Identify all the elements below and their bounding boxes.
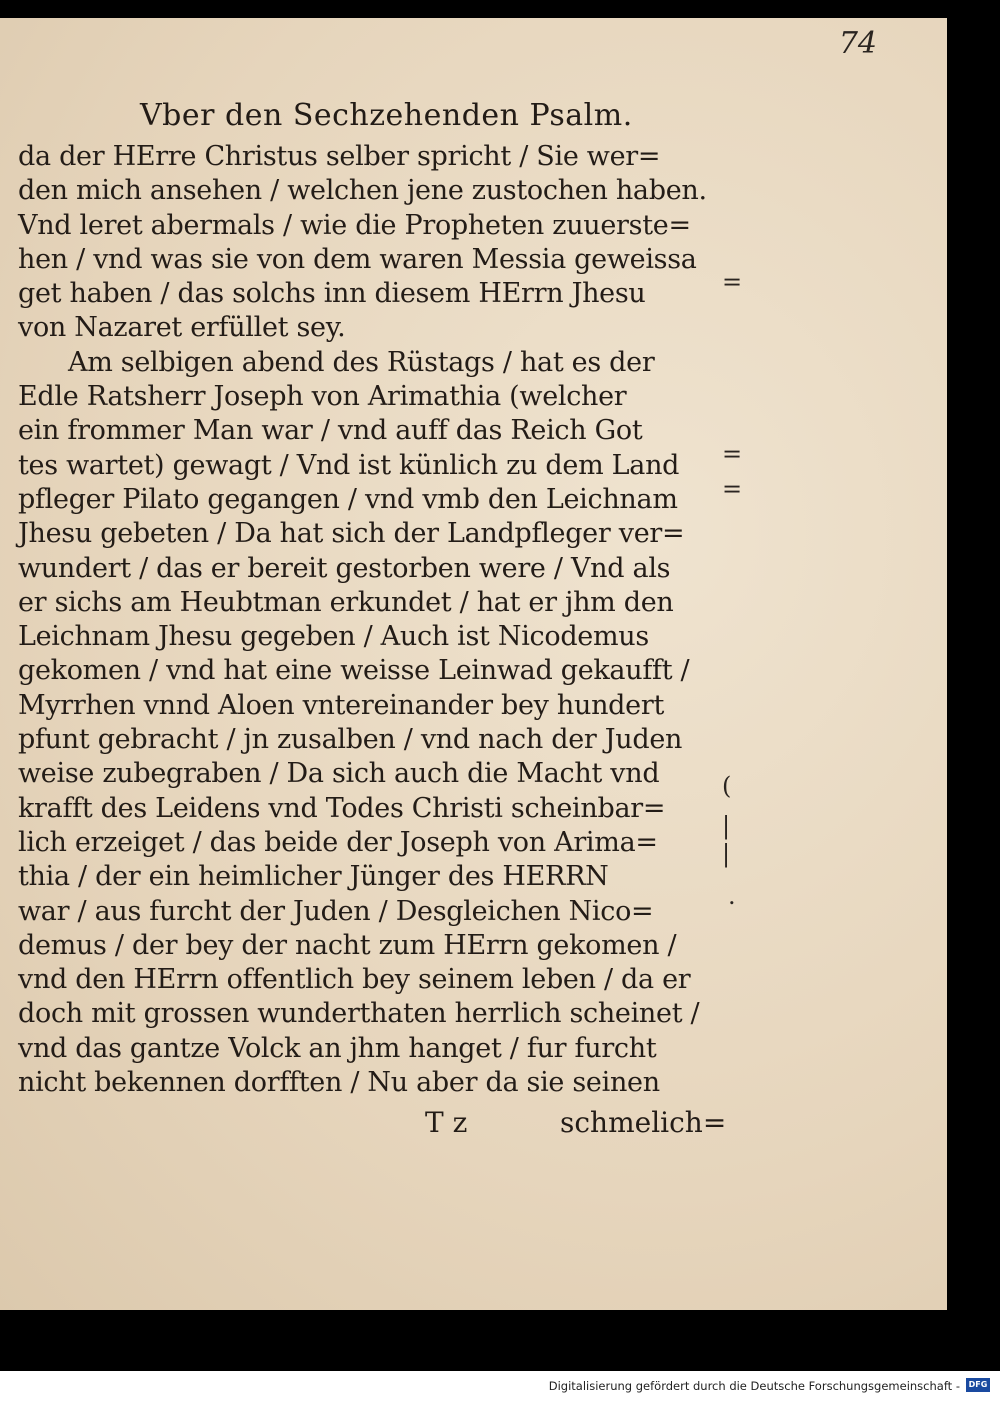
margin-mark: =: [722, 268, 743, 296]
body-text: [18, 140, 718, 1100]
text-line: vnd das gantze Volck an jhm hanget / fur furcht: [18, 1032, 657, 1064]
footer-bar: [0, 1371, 1000, 1411]
book-page: [0, 18, 947, 1310]
text-line: hen / vnd was sie von dem waren Messia geweissa: [18, 243, 697, 275]
text-line: Jhesu gebeten / Da hat sich der Landpfleger ver=: [18, 518, 685, 550]
text-line: vnd den HErrn offentlich bey seinem leben / da er: [18, 964, 691, 996]
text-line: Vnd leret abermals / wie die Propheten zuuerste=: [18, 209, 691, 241]
margin-mark: .: [728, 882, 736, 910]
text-line: doch mit grossen wunderthaten herrlich scheinet /: [18, 998, 700, 1030]
funding-credit: Digitalisierung gefördert durch die Deutsche Forschungsgemeinschaft -: [548, 1379, 960, 1393]
text-line: lich erzeiget / das beide der Joseph von Arima=: [18, 826, 658, 858]
text-line: Leichnam Jhesu gegeben / Auch ist Nicodemus: [18, 621, 649, 653]
running-head: Vber den Sechzehenden Psalm.: [140, 98, 633, 133]
text-line: weise zubegraben / Da sich auch die Macht vnd: [18, 758, 660, 790]
text-line: get haben / das solchs inn diesem HErrn Jhesu: [18, 278, 646, 310]
text-line: thia / der ein heimlicher Jünger des HERRN: [18, 861, 609, 893]
text-line: tes wartet) gewagt / Vnd ist künlich zu dem Land: [18, 449, 680, 481]
text-line: pfunt gebracht / jn zusalben / vnd nach der Juden: [18, 724, 683, 756]
margin-mark: =: [722, 440, 743, 468]
text-line: wundert / das er bereit gestorben were / Vnd als: [18, 552, 671, 584]
text-line: von Nazaret erfüllet sey.: [18, 312, 346, 344]
text-line: er sichs am Heubtman erkundet / hat er jhm den: [18, 586, 674, 618]
folio-number: 74: [838, 26, 877, 61]
margin-mark: =: [722, 475, 743, 503]
text-line: pfleger Pilato gegangen / vnd vmb den Leichnam: [18, 483, 678, 515]
signature-mark: T z: [425, 1106, 468, 1139]
text-line: Edle Ratsherr Joseph von Arimathia (welcher: [18, 381, 627, 413]
text-line: nicht bekennen dorfften / Nu aber da sie seinen: [18, 1067, 660, 1099]
text-line: krafft des Leidens vnd Todes Christi scheinbar=: [18, 792, 666, 824]
text-line: Am selbigen abend des Rüstags / hat es der: [68, 346, 655, 378]
text-line: da der HErre Christus selber spricht / Sie wer=: [18, 141, 661, 172]
text-line: den mich ansehen / welchen jene zustochen haben.: [18, 175, 707, 207]
text-line: Myrrhen vnnd Aloen vntereinander bey hundert: [18, 689, 664, 721]
margin-mark: |: [722, 840, 731, 868]
text-line: demus / der bey der nacht zum HErrn gekomen /: [18, 929, 677, 961]
margin-mark: |: [722, 812, 731, 840]
catchword-line: [0, 1106, 947, 1146]
catchword: schmelich=: [560, 1106, 727, 1139]
text-line: war / aus furcht der Juden / Desgleichen Nico=: [18, 895, 654, 927]
margin-mark: (: [722, 772, 732, 800]
text-line: gekomen / vnd hat eine weisse Leinwad gekaufft /: [18, 655, 690, 687]
text-line: ein frommer Man war / vnd auff das Reich Got: [18, 415, 643, 447]
dfg-logo: DFG: [966, 1378, 990, 1392]
